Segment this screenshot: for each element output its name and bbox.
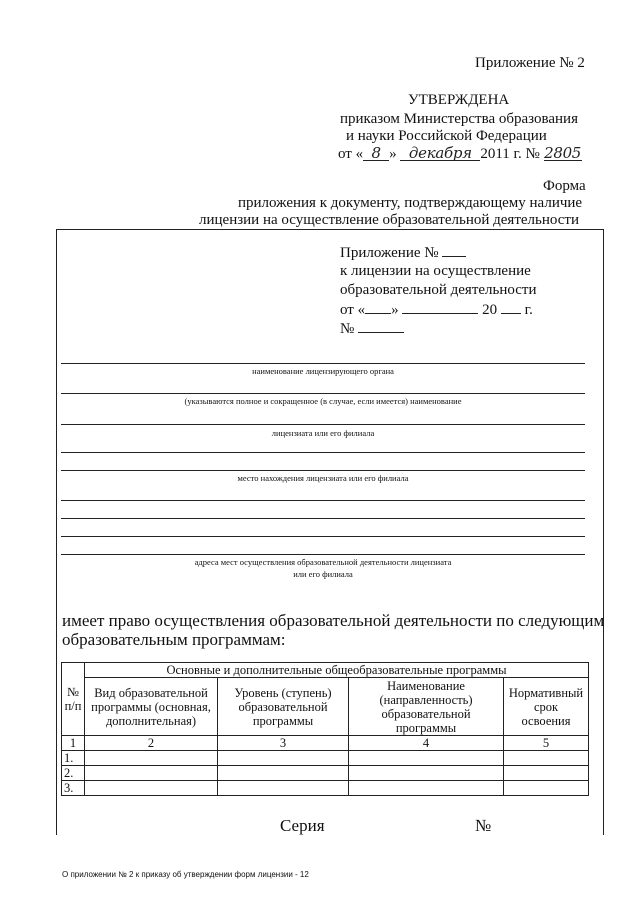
table-cell[interactable] bbox=[349, 766, 504, 781]
column-number-cell: 3 bbox=[218, 736, 349, 751]
order-date-line bbox=[338, 145, 582, 163]
approved-label: УТВЕРЖДЕНА bbox=[408, 92, 510, 108]
row-index: 1. bbox=[62, 751, 85, 766]
form-title-line-1: приложения к документу, подтверждающему наличие bbox=[238, 195, 583, 211]
table-cell[interactable] bbox=[218, 781, 349, 796]
column-number-cell: 5 bbox=[504, 736, 589, 751]
location-line-2[interactable] bbox=[61, 470, 585, 471]
col-number-header: № п/п bbox=[62, 663, 85, 736]
box-number-line bbox=[340, 318, 404, 340]
col-type-header: Вид образовательной программы (основная, дополнительная) bbox=[85, 678, 218, 736]
column-number-cell: 4 bbox=[349, 736, 504, 751]
table-cell[interactable] bbox=[85, 781, 218, 796]
name-caption-1: (указываются полное и сокращенное (в случае, если имеется) наименование bbox=[184, 396, 462, 406]
handwritten-number: 2805 bbox=[544, 144, 582, 162]
table-cell[interactable] bbox=[504, 751, 589, 766]
box-number-sign: № bbox=[340, 321, 355, 337]
series-label: Серия bbox=[280, 816, 325, 835]
table-cell[interactable] bbox=[85, 766, 218, 781]
form-title-line-2: лицензии на осуществление образовательной деятельности bbox=[199, 212, 580, 228]
year-blank[interactable] bbox=[501, 299, 521, 314]
table-row bbox=[62, 766, 589, 781]
date-mid: » bbox=[389, 146, 397, 162]
column-number-cell: 2 bbox=[85, 736, 218, 751]
rights-line-1: имеет право осуществления образовательной деятельности по следующим bbox=[62, 611, 605, 630]
order-line-2: и науки Российской Федерации bbox=[346, 128, 547, 144]
box-date-mid: » bbox=[391, 302, 399, 318]
order-line-1: приказом Министерства образования bbox=[340, 111, 578, 127]
handwritten-month: декабря bbox=[400, 146, 480, 161]
rights-line-2: образовательным программам: bbox=[62, 630, 286, 649]
address-caption-1: адреса мест осуществления образовательной деятельности лицензиата bbox=[194, 557, 452, 567]
group-header: Основные и дополнительные общеобразовательные программы bbox=[85, 663, 589, 678]
address-line-1[interactable] bbox=[61, 500, 585, 501]
address-caption-2: или его филиала bbox=[293, 569, 353, 579]
box-date-prefix: от « bbox=[340, 302, 366, 318]
box-line-2: к лицензии на осуществление bbox=[340, 263, 531, 279]
col-name-header: Наименование (направленность) образовательной программы bbox=[349, 678, 504, 736]
location-line-1[interactable] bbox=[61, 452, 585, 453]
table-cell[interactable] bbox=[349, 781, 504, 796]
handwritten-day: 8 bbox=[363, 146, 389, 161]
order-year: 2011 г. bbox=[480, 146, 522, 162]
table-cell[interactable] bbox=[218, 751, 349, 766]
organ-line[interactable] bbox=[61, 363, 585, 364]
box-year-prefix: 20 bbox=[482, 302, 498, 318]
month-blank[interactable] bbox=[402, 299, 478, 314]
table-cell[interactable] bbox=[504, 781, 589, 796]
col-level-header: Уровень (ступень) образовательной программы bbox=[218, 678, 349, 736]
address-line-2[interactable] bbox=[61, 518, 585, 519]
organ-caption: наименование лицензирующего органа bbox=[252, 366, 394, 376]
table-row bbox=[62, 751, 589, 766]
footer-note: О приложении № 2 к приказу об утверждении форм лицензии - 12 bbox=[62, 870, 309, 879]
row-index: 3. bbox=[62, 781, 85, 796]
name-line-2[interactable] bbox=[61, 424, 585, 425]
table-cell[interactable] bbox=[349, 751, 504, 766]
address-line-4[interactable] bbox=[61, 554, 585, 555]
number-label: № bbox=[475, 816, 492, 835]
name-caption-2: лицензиата или его филиала bbox=[271, 428, 375, 438]
number-sign: № bbox=[525, 146, 540, 162]
location-caption: место нахождения лицензиата или его филиала bbox=[237, 473, 409, 483]
appendix-number-blank[interactable] bbox=[442, 242, 466, 257]
programs-table bbox=[61, 662, 589, 796]
date-prefix: от « bbox=[338, 146, 364, 162]
column-number-cell: 1 bbox=[62, 736, 85, 751]
name-line-1[interactable] bbox=[61, 393, 585, 394]
appendix-number: Приложение № 2 bbox=[475, 55, 585, 71]
table-cell[interactable] bbox=[85, 751, 218, 766]
table-cell[interactable] bbox=[218, 766, 349, 781]
column-numbers-row bbox=[62, 736, 589, 751]
row-index: 2. bbox=[62, 766, 85, 781]
col-term-header: Нормативный срок освоения bbox=[504, 678, 589, 736]
table-row bbox=[62, 781, 589, 796]
box-appendix: Приложение № bbox=[340, 245, 439, 261]
day-blank[interactable] bbox=[365, 299, 391, 314]
table-cell[interactable] bbox=[504, 766, 589, 781]
number-blank[interactable] bbox=[358, 318, 404, 333]
box-year-suffix: г. bbox=[524, 302, 533, 318]
address-line-3[interactable] bbox=[61, 536, 585, 537]
form-label: Форма bbox=[543, 178, 586, 194]
box-line-3: образовательной деятельности bbox=[340, 282, 537, 298]
